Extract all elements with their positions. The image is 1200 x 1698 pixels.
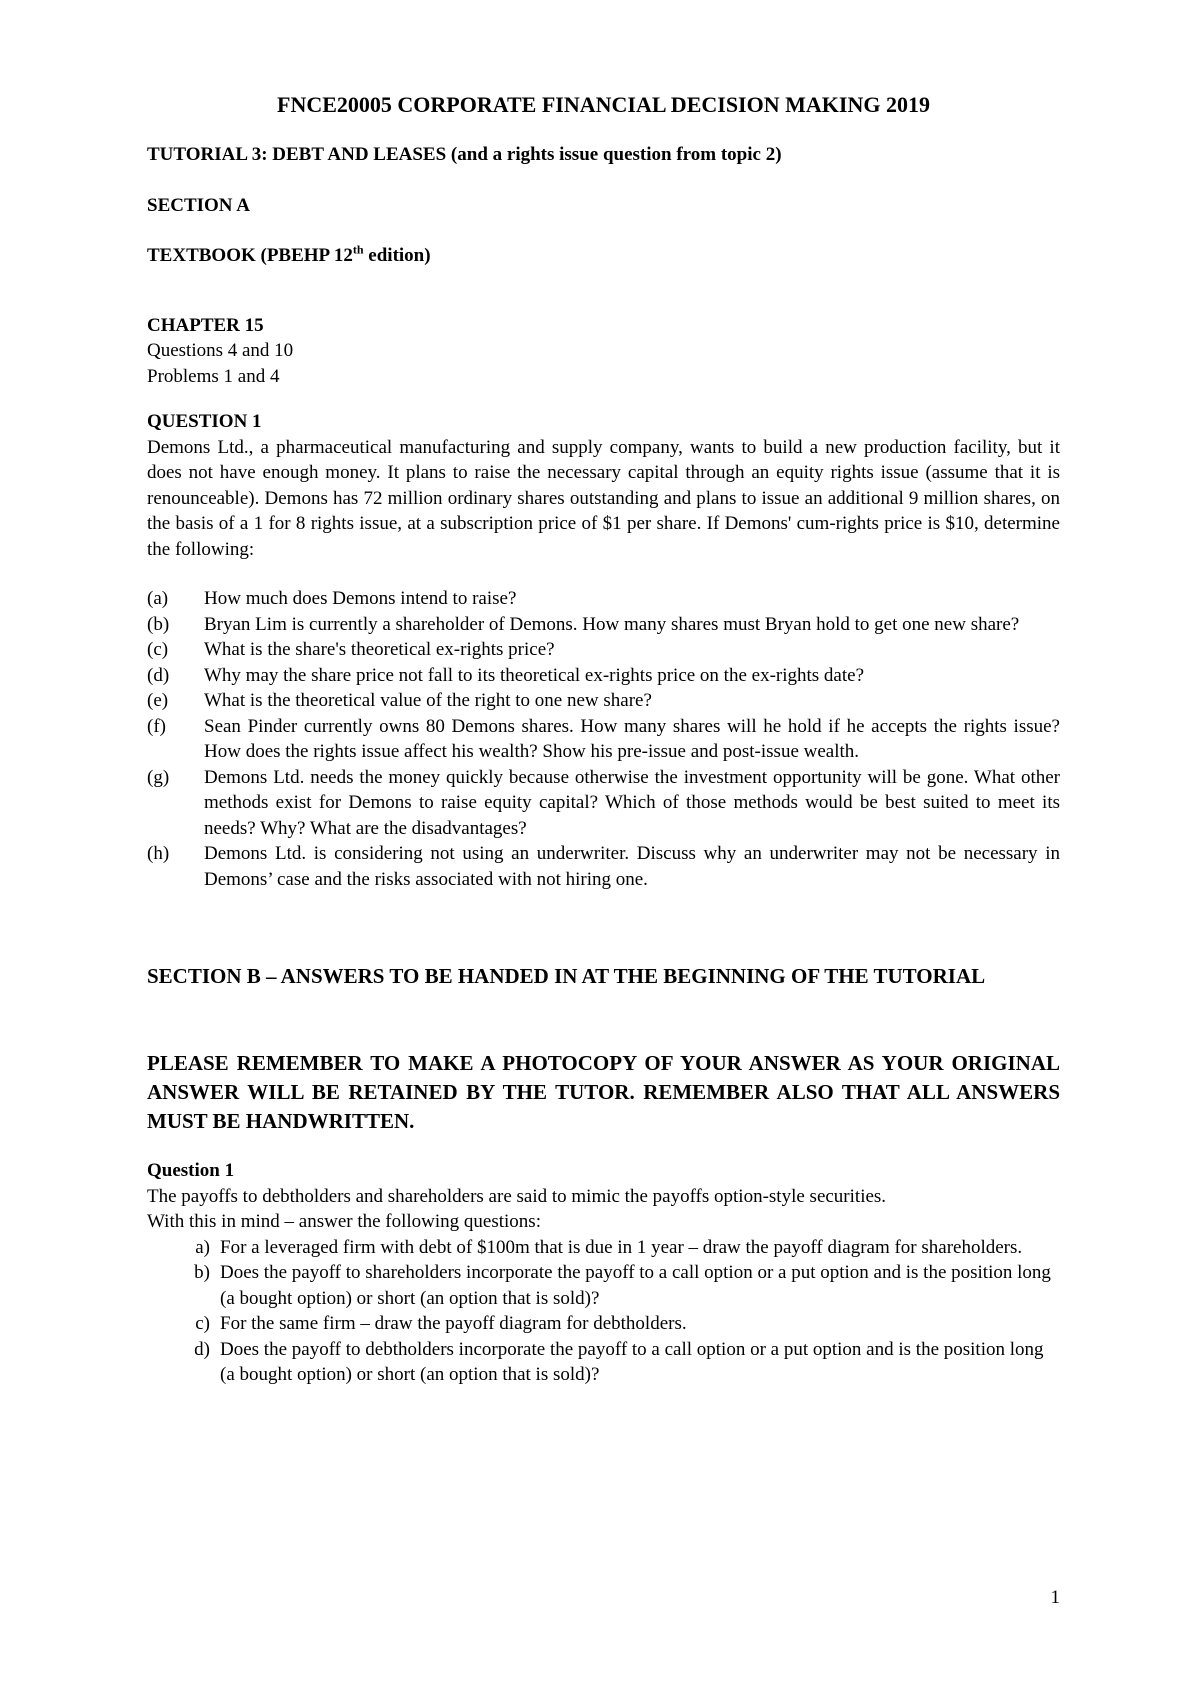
page-number: 1 (1050, 1587, 1060, 1608)
item-text: Bryan Lim is currently a shareholder of Demons. How many shares must Bryan hold to get one new share? (204, 613, 1020, 635)
list-item (147, 765, 1060, 842)
list-item (147, 841, 1060, 892)
item-text: What is the share's theoretical ex-rights price? (204, 639, 555, 660)
textbook-heading (147, 243, 1060, 269)
item-text: What is the theoretical value of the right to one new share? (204, 690, 652, 711)
item-label: (f) (147, 715, 166, 737)
item-label: (b) (147, 613, 170, 635)
problems-line: Problems 1 and 4 (147, 365, 280, 387)
section-b-question-1-instruction: With this in mind – answer the following questions: (147, 1211, 541, 1232)
question-1-list (147, 586, 1060, 892)
list-item (147, 663, 1060, 689)
section-b-question-1-body: The payoffs to debtholders and shareholders are said to mimic the payoffs option-style securities. (147, 1185, 887, 1207)
textbook-superscript: th (352, 242, 364, 257)
item-label: c) (195, 1313, 210, 1334)
list-item (147, 1260, 1060, 1311)
textbook-text: TEXTBOOK (PBEHP 12 (147, 245, 353, 266)
item-text: Demons Ltd. needs the money quickly because otherwise the investment opportunity will be gone. What other methods exist for Demons to raise equity capital? Which of those methods would be best suited to meet its needs? Why? What are the disadvantages? (204, 766, 1060, 839)
section-b-question-1-list (147, 1235, 1060, 1388)
section-a-heading: SECTION A (147, 194, 250, 216)
list-item (147, 637, 1060, 663)
item-text: Demons Ltd. is considering not using an underwriter. Discuss why an underwriter may not be necessary in Demons’ case and the risks associated with not hiring one. (204, 843, 1060, 890)
document-title: FNCE20005 CORPORATE FINANCIAL DECISION MAKING 2019 (277, 92, 930, 117)
textbook-edition: edition) (363, 245, 431, 266)
section-b-question-1-heading: Question 1 (147, 1160, 235, 1181)
item-text: Sean Pinder currently owns 80 Demons shares. How many shares will he hold if he accepts the rights issue? How does the rights issue affect his wealth? Show his pre-issue and post-issue wealth. (204, 715, 1060, 762)
section-b-heading: SECTION B – ANSWERS TO BE HANDED IN AT THE BEGINNING OF THE TUTORIAL (147, 964, 986, 988)
item-text: How much does Demons intend to raise? (204, 588, 517, 609)
list-item (147, 1337, 1060, 1388)
list-item (147, 1311, 1060, 1337)
list-item (147, 714, 1060, 765)
item-text: For a leveraged firm with debt of $100m that is due in 1 year – draw the payoff diagram for shareholders. (220, 1236, 1023, 1258)
page-content (147, 90, 1060, 1388)
item-text: For the same firm – draw the payoff diagram for debtholders. (220, 1313, 687, 1334)
list-item (147, 612, 1060, 638)
item-label: (a) (147, 588, 169, 609)
chapter-heading: CHAPTER 15 (147, 314, 264, 336)
question-1-heading: QUESTION 1 (147, 411, 262, 432)
item-label: d) (194, 1338, 210, 1360)
question-1-body: Demons Ltd., a pharmaceutical manufacturing and supply company, wants to build a new production facility, but it does not have enough money. It plans to raise the necessary capital through an equity rights issue (assume that it is renounceable). Demons has 72 million ordinary shares outstanding and plans to issue an additional 9 million shares, on the basis of a 1 for 8 rights issue, at a subscription price of $1 per share. If Demons' cum-rights price is $10, determine the following: (147, 436, 1060, 560)
item-label: b) (194, 1262, 210, 1283)
item-label: (e) (147, 690, 169, 711)
list-item (147, 1235, 1060, 1261)
questions-line: Questions 4 and 10 (147, 340, 294, 361)
item-text: Why may the share price not fall to its theoretical ex-rights price on the ex-rights date? (204, 664, 865, 686)
item-label: (g) (147, 766, 170, 788)
item-label: (h) (147, 843, 170, 864)
list-item (147, 688, 1060, 714)
item-label: a) (195, 1236, 210, 1258)
item-label: (c) (147, 639, 169, 660)
item-text: Does the payoff to debtholders incorporate the payoff to a call option or a put option and is the position long (a bought option) or short (an option that is sold)? (220, 1338, 1044, 1385)
tutorial-heading: TUTORIAL 3: DEBT AND LEASES (and a rights issue question from topic 2) (147, 144, 782, 165)
photocopy-reminder: PLEASE REMEMBER TO MAKE A PHOTOCOPY OF YOUR ANSWER AS YOUR ORIGINAL ANSWER WILL BE RETAINED BY THE TUTOR. REMEMBER ALSO THAT ALL ANSWERS MUST BE HANDWRITTEN. (147, 1051, 1060, 1133)
list-item (147, 586, 1060, 612)
item-label: (d) (147, 664, 170, 686)
item-text: Does the payoff to shareholders incorporate the payoff to a call option or a put option and is the position long (a bought option) or short (an option that is sold)? (220, 1262, 1051, 1309)
